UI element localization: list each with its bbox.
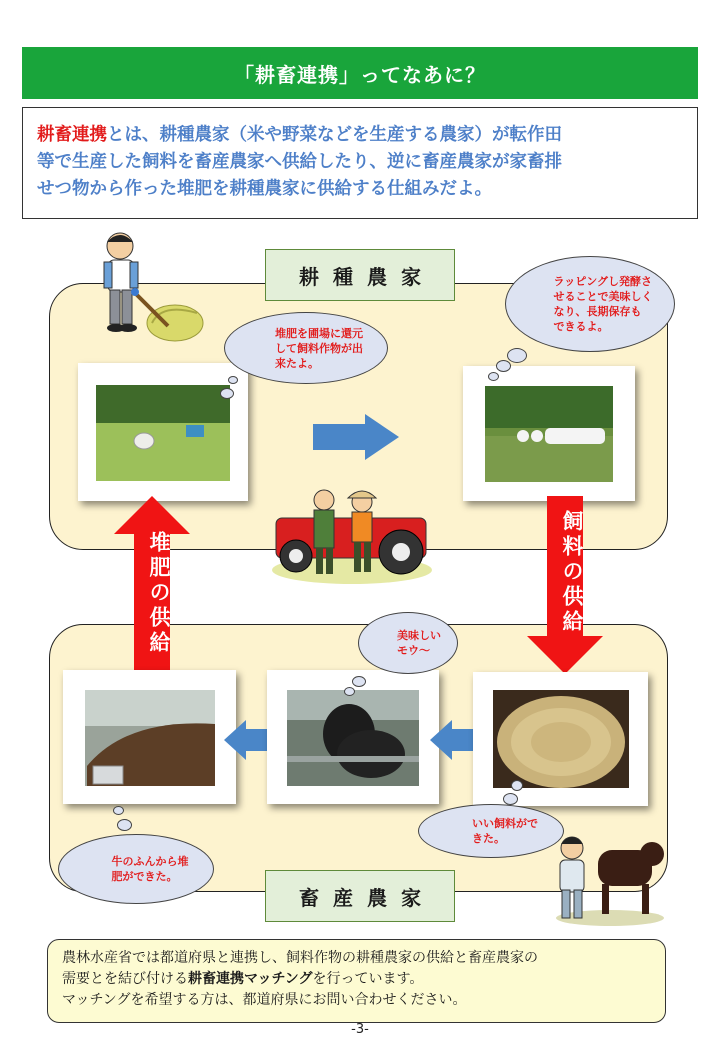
thought-dot	[503, 793, 518, 805]
thought-dot	[352, 676, 366, 687]
bubble-line: 牛のふんから堆	[111, 855, 189, 868]
good-feed-bubble	[418, 804, 564, 858]
thought-dot	[344, 687, 355, 696]
bubble-line: モウ〜	[397, 644, 430, 657]
thought-dot	[113, 806, 124, 815]
manure-compost-text	[112, 854, 189, 884]
field-harvest-image	[78, 363, 248, 501]
definition-line-3: せつ物から作った堆肥を耕種農家に供給する仕組みだよ。	[37, 179, 492, 199]
wrapped-bales-photo	[463, 366, 635, 501]
bubble-line: 来たよ。	[275, 356, 319, 370]
definition-line-2: 等で生産した飼料を畜産農家へ供給したり、逆に畜産農家が家畜排	[37, 152, 562, 172]
good-feed-text	[472, 816, 538, 846]
definition-box	[22, 107, 698, 219]
page-title-text: 「耕畜連携」ってなあに？	[234, 62, 486, 87]
info-line-2-pre: 需要とを結び付ける	[62, 971, 188, 987]
tractor-farmers-illustration	[266, 478, 436, 588]
compost-return-bubble	[224, 312, 388, 384]
compost-supply-label: 堆肥の供給	[147, 530, 171, 656]
compost-pile-photo	[63, 670, 236, 804]
delicious-bubble	[358, 612, 458, 674]
wrapping-bubble	[505, 256, 675, 352]
bubble-line: なり、長期保存も	[553, 305, 642, 318]
page-number: -3-	[351, 1022, 369, 1037]
page-title	[22, 47, 698, 99]
thought-dot	[117, 819, 132, 831]
bubble-line: きた。	[472, 832, 505, 845]
matching-info-box	[47, 939, 666, 1023]
definition-line-1	[37, 122, 679, 149]
arable-farmer-label: 耕種農家	[265, 249, 455, 301]
info-line-2-post: を行っています。	[312, 971, 424, 987]
thought-dot	[496, 360, 511, 372]
bubble-line: できるよ。	[553, 320, 609, 333]
bubble-line: せることで美味しく	[553, 290, 653, 303]
compost-pile-image	[63, 670, 236, 804]
field-harvest-photo	[78, 363, 248, 501]
bubble-line: 美味しい	[397, 629, 441, 642]
matching-program-name: 耕畜連携マッチング	[188, 971, 313, 987]
thought-dot	[228, 376, 238, 384]
farmer-pitchfork-illustration	[80, 228, 205, 343]
bubble-line: いい飼料がで	[472, 817, 538, 830]
bubble-line: して飼料作物が出	[275, 341, 363, 355]
farmer-cow-illustration	[546, 818, 666, 930]
info-line-3: マッチングを希望する方は、都道府県にお問い合わせください。	[62, 992, 467, 1008]
bubble-line: 堆肥を圃場に還元	[275, 326, 363, 340]
wrapped-bales-image	[463, 366, 635, 501]
feed-supply-label: 飼料の供給	[560, 509, 584, 635]
bubble-line: 肥ができた。	[111, 870, 178, 883]
manure-compost-bubble	[58, 834, 214, 904]
thought-dot	[507, 348, 527, 363]
info-line-2	[62, 969, 651, 990]
definition-line-1-text: とは、耕種農家（米や野菜などを生産する農家）が転作田	[107, 125, 562, 145]
hay-bale-photo	[473, 672, 648, 806]
hay-bale-image	[473, 672, 648, 806]
thought-dot	[488, 372, 499, 381]
compost-return-text	[275, 326, 363, 371]
thought-dot	[220, 388, 234, 399]
bubble-line: ラッピングし発酵さ	[553, 275, 653, 288]
wrapping-text	[554, 274, 653, 334]
info-line-1: 農林水産省では都道府県と連携し、飼料作物の耕種農家の供給と畜産農家の	[62, 950, 538, 966]
definition-term: 耕畜連携	[37, 125, 107, 145]
arrow-right-icon	[313, 414, 399, 460]
delicious-text	[397, 628, 441, 658]
thought-dot	[511, 780, 523, 791]
livestock-farmer-label: 畜産農家	[265, 870, 455, 922]
